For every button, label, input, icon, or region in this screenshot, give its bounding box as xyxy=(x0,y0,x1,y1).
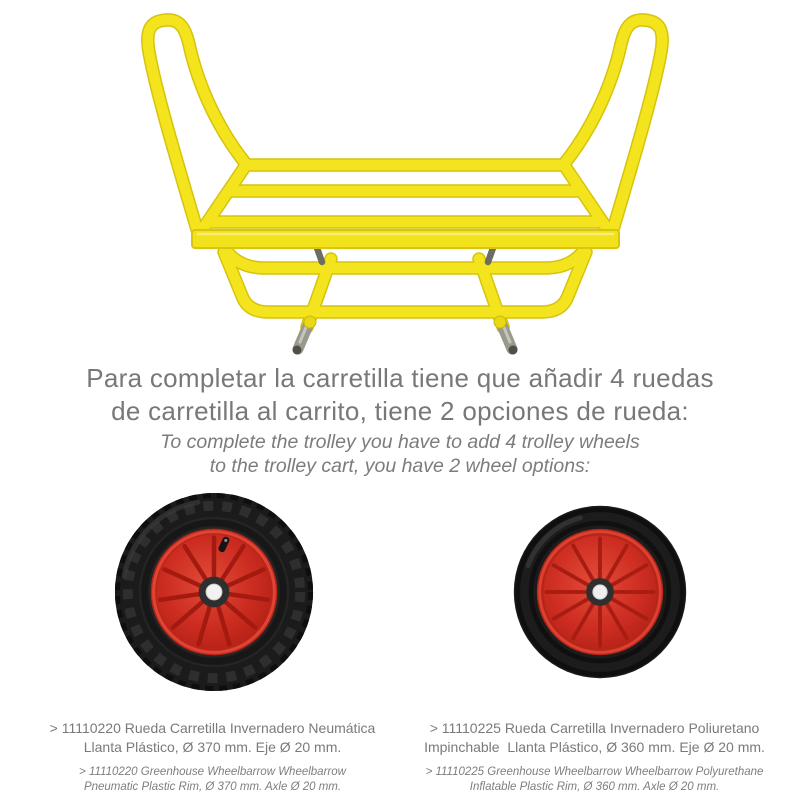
subheadline-line-2: to the trolley cart, you have 2 wheel options: xyxy=(209,455,591,477)
headline-line-1: Para completar la carretilla tiene que añadir 4 ruedas xyxy=(86,363,714,393)
wheel-option-1-caption xyxy=(20,719,405,795)
option-2-en-line-1: > 11110225 Greenhouse Wheelbarrow Wheelbarrow Polyurethane xyxy=(425,766,764,778)
subheadline-line-1: To complete the trolley you have to add 4 trolley wheels xyxy=(160,431,640,453)
front-axle-stubs xyxy=(293,316,518,355)
option-2-es-line-1: > 11110225 Rueda Carretilla Invernadero Poliuretano xyxy=(429,720,760,736)
subheadline-english xyxy=(0,430,800,478)
option-1-es-line-2: Llanta Plástico, Ø 370 mm. Eje Ø 20 mm. xyxy=(83,738,342,755)
trolley-frame-image xyxy=(0,0,800,360)
option-1-es-line-1: > 11110220 Rueda Carretilla Invernadero Neumática xyxy=(49,720,376,736)
option-1-en-line-2: Pneumatic Plastic Rim, Ø 370 mm. Axle Ø 20 mm. xyxy=(83,781,342,793)
option-1-en-line-1: > 11110220 Greenhouse Wheelbarrow Wheelbarrow xyxy=(79,766,346,778)
headline-spanish xyxy=(0,362,800,428)
headline-line-2: de carretilla al carrito, tiene 2 opciones de rueda: xyxy=(111,396,689,426)
option-2-es-line-2: Impinchable Llanta Plástico, Ø 360 mm. Eje Ø 20 mm. xyxy=(424,738,765,755)
polyurethane-wheel-image xyxy=(509,501,691,683)
option-2-en-line-2: Inflatable Plastic Rim, Ø 360 mm. Axle Ø 20 mm. xyxy=(469,781,720,793)
wheel-option-2-caption xyxy=(402,719,787,795)
pneumatic-wheel-image xyxy=(110,488,318,696)
rear-axle-pins xyxy=(317,248,493,262)
